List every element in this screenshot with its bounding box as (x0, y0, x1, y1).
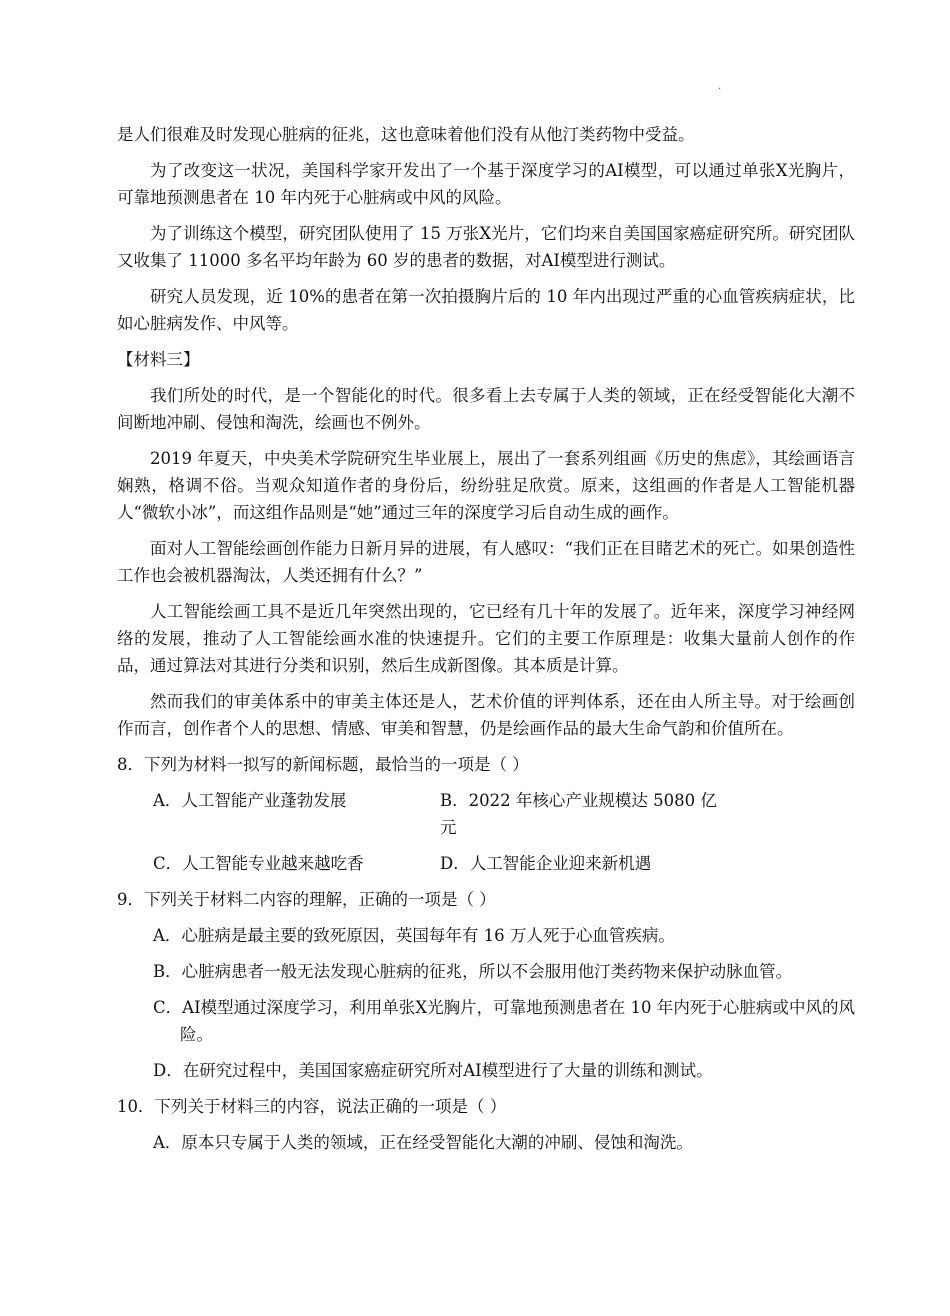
paragraph-continuation: 是人们很难及时发现心脏病的征兆，这也意味着他们没有从他汀类药物中受益。 (117, 125, 695, 144)
question-9-stem: 9．下列关于材料二内容的理解，正确的一项是（ ） (117, 890, 496, 909)
question-9-option-a: A．心脏病是最主要的致死原因，英国每年有 16 万人死于心血管疾病。 (153, 926, 675, 945)
question-9-option-b: B．心脏病患者一般无法发现心脏病的征兆，所以不会服用他汀类药物来保护动脉血管。 (153, 962, 793, 981)
question-8-option-d: D．人工智能企业迎来新机遇 (440, 854, 652, 873)
paragraph-findings: 研究人员发现，近 10%的患者在第一次拍摄胸片后的 10 年内出现过严重的心血管疾病症状，比如心脏病发作、中风等。 (117, 287, 855, 333)
question-8-option-c: C．人工智能专业越来越吃香 (153, 854, 364, 873)
material-three-paragraph: 我们所处的时代，是一个智能化的时代。很多看上去专属于人类的领域，正在经受智能化大潮不间断地冲刷、侵蚀和淘洗，绘画也不例外。 (117, 386, 855, 432)
question-10-stem: 10．下列关于材料三的内容，说法正确的一项是（ ） (117, 1097, 507, 1116)
question-8-options-row (117, 787, 855, 841)
question-8-stem: 8．下列为材料一拟写的新闻标题，最恰当的一项是（ ） (117, 755, 529, 774)
paragraph-ai-model: 为了改变这一状况，美国科学家开发出了一个基于深度学习的AI模型，可以通过单张X光胸片，可靠地预测患者在 10 年内死于心脏病或中风的风险。 (117, 161, 855, 207)
document-content (117, 121, 855, 1165)
material-three-paragraph: 面对人工智能绘画创作能力日新月异的进展，有人感叹：“我们正在目睹艺术的死亡。如果创造性工作也会被机器淘汰，人类还拥有什么？” (117, 539, 855, 585)
material-three-heading: 【材料三】 (117, 350, 200, 369)
question-9-option-c: C．AI模型通过深度学习，利用单张X光胸片，可靠地预测患者在 10 年内死于心脏病或中风的风险。 (153, 998, 855, 1044)
paragraph-training: 为了训练这个模型，研究团队使用了 15 万张X光片，它们均来自美国国家癌症研究所。研究团队又收集了 11000 多名平均年龄为 60 岁的患者的数据，对AI模型进行测试。 (117, 224, 855, 270)
header-mark: . (718, 81, 722, 92)
material-three-paragraph: 然而我们的审美体系中的审美主体还是人，艺术价值的评判体系，还在由人所主导。对于绘画创作而言，创作者个人的思想、情感、审美和智慧，仍是绘画作品的最大生命气韵和价值所在。 (117, 692, 855, 738)
question-9-option-d: D．在研究过程中，美国国家癌症研究所对AI模型进行了大量的训练和测试。 (153, 1061, 713, 1080)
question-8-options-row (117, 850, 855, 877)
question-8-option-b: B．2022 年核心产业规模达 5080 亿元 (440, 791, 717, 837)
question-8-option-a: A．人工智能产业蓬勃发展 (153, 791, 347, 810)
material-three-paragraph: 人工智能绘画工具不是近几年突然出现的，它已经有几十年的发展了。近年来，深度学习神经网络的发展，推动了人工智能绘画水准的快速提升。它们的主要工作原理是：收集大量前人创作的作品，通过算法对其进行分类和识别，然后生成新图像。其本质是计算。 (117, 602, 855, 675)
material-three-paragraph: 2019 年夏天，中央美术学院研究生毕业展上，展出了一套系列组画《历史的焦虑》，其绘画语言娴熟，格调不俗。当观众知道作者的身份后，纷纷驻足欣赏。原来，这组画的作者是人工智能机器人“微软小冰”，而这组作品则是“她”通过三年的深度学习后自动生成的画作。 (117, 449, 855, 522)
question-10-option-a: A．原本只专属于人类的领域，正在经受智能化大潮的冲刷、侵蚀和淘洗。 (153, 1133, 693, 1152)
